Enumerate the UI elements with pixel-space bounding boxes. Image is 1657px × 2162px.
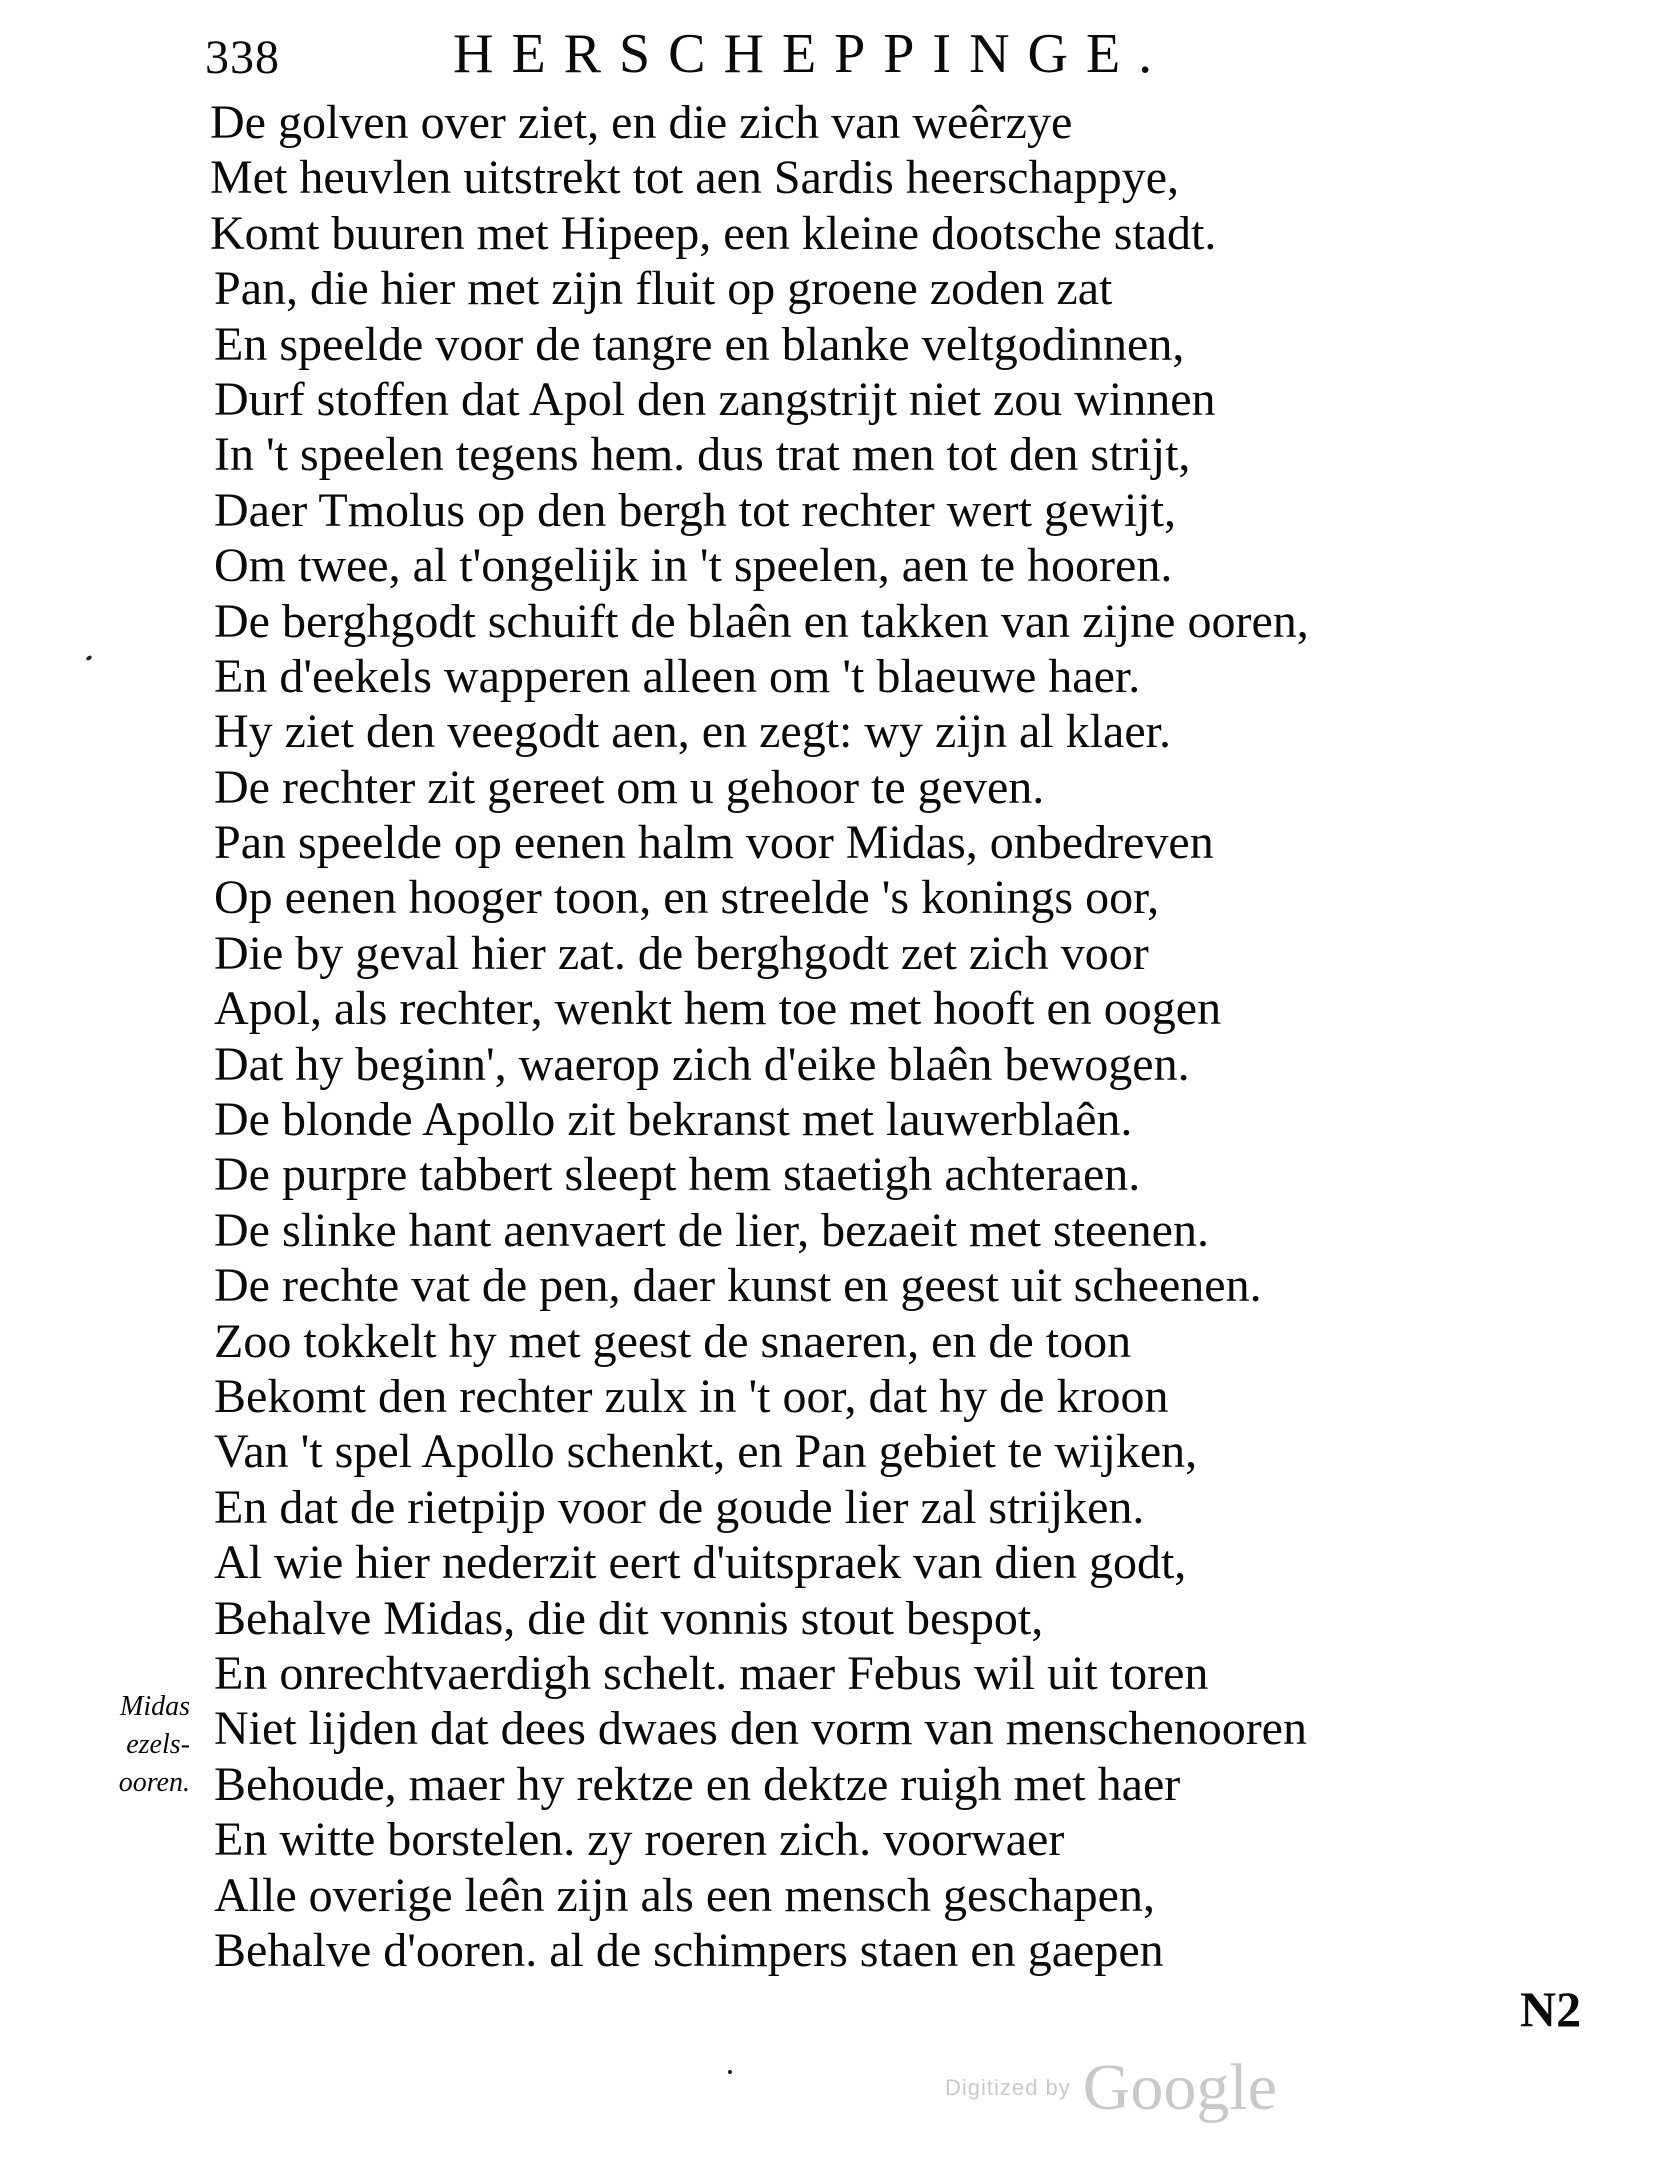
- verse-line: Zoo tokkelt hy met geest de snaeren, en de toon: [214, 1314, 1132, 1368]
- verse-line: Pan, die hier met zijn fluit op groene zoden zat: [214, 262, 1113, 316]
- verse-line: Niet lijden dat dees dwaes den vorm van menschenooren: [214, 1702, 1307, 1756]
- verse-line: En onrechtvaerdigh schelt. maer Febus wil uit toren: [214, 1646, 1209, 1700]
- verse-line: Dat hy beginn', waerop zich d'eike blaên bewogen.: [214, 1037, 1190, 1091]
- verse-line: De rechter zit gereet om u gehoor te geven.: [214, 760, 1045, 814]
- verse-line: De rechte vat de pen, daer kunst en geest uit scheenen.: [214, 1259, 1262, 1313]
- verse-line: Behoude, maer hy rektze en dektze ruigh met haer: [214, 1757, 1181, 1811]
- verse-line: Die by geval hier zat. de berghgodt zet zich voor: [214, 926, 1149, 980]
- verse-line: Komt buuren met Hipeep, een kleine dootsche stadt.: [210, 206, 1217, 260]
- ink-speck: [728, 2070, 732, 2074]
- verse-line: Apol, als rechter, wenkt hem toe met hooft en oogen: [214, 982, 1222, 1036]
- marginal-note: [70, 1688, 190, 1802]
- verse-line: De berghgodt schuift de blaên en takken van zijne ooren,: [214, 594, 1309, 648]
- watermark-brand: Google: [1082, 2051, 1278, 2124]
- verse-line: Met heuvlen uitstrekt tot aen Sardis heerschappye,: [210, 151, 1180, 205]
- verse-line: En d'eekels wapperen alleen om 't blaeuwe haer.: [214, 649, 1141, 703]
- poem-text: [210, 95, 1570, 1978]
- marginal-note-line: ooren.: [118, 1767, 190, 1798]
- page-number: 338: [205, 31, 280, 84]
- verse-line: Pan speelde op eenen halm voor Midas, onbedreven: [214, 816, 1214, 870]
- verse-line: De slinke hant aenvaert de lier, bezaeit met steenen.: [214, 1203, 1209, 1257]
- verse-line: En speelde voor de tangre en blanke veltgodinnen,: [214, 317, 1185, 371]
- verse-line: De purpre tabbert sleept hem staetigh achteraen.: [214, 1148, 1141, 1202]
- verse-line: Durf stoffen dat Apol den zangstrijt niet zou winnen: [214, 372, 1216, 426]
- marginal-note-line: ezels-: [126, 1729, 190, 1760]
- watermark-prefix: Digitized by: [945, 2075, 1071, 2100]
- verse-line: Behalve d'ooren. al de schimpers staen en gaepen: [214, 1923, 1164, 1977]
- verse-line: Om twee, al t'ongelijk in 't speelen, aen te hooren.: [214, 539, 1173, 593]
- verse-line: De blonde Apollo zit bekranst met lauwerblaên.: [214, 1093, 1133, 1147]
- digitization-watermark: [945, 2050, 1277, 2126]
- ink-speck: [85, 655, 92, 662]
- verse-line: En witte borstelen. zy roeren zich. voorwaer: [214, 1813, 1065, 1867]
- verse-line: En dat de rietpijp voor de goude lier zal strijken.: [214, 1480, 1145, 1534]
- verse-line: Van 't spel Apollo schenkt, en Pan gebiet te wijken,: [214, 1425, 1198, 1479]
- verse-line: Behalve Midas, die dit vonnis stout bespot,: [214, 1591, 1044, 1645]
- verse-line: In 't speelen tegens hem. dus trat men tot den strijt,: [214, 428, 1191, 482]
- verse-line: Bekomt den rechter zulx in 't oor, dat hy de kroon: [214, 1369, 1169, 1423]
- page-header: [205, 22, 1325, 92]
- verse-line: De golven over ziet, en die zich van weêrzye: [210, 96, 1073, 149]
- running-title: HERSCHEPPINGE.: [453, 23, 1171, 85]
- marginal-note-line: Midas: [120, 1691, 190, 1722]
- verse-line: Hy ziet den veegodt aen, en zegt: wy zijn al klaer.: [214, 705, 1171, 759]
- verse-line: Alle overige leên zijn als een mensch geschapen,: [214, 1868, 1155, 1922]
- catchword: N2: [1520, 1981, 1582, 2037]
- verse-line: Al wie hier nederzit eert d'uitspraek van dien godt,: [214, 1536, 1187, 1590]
- verse-line: Op eenen hooger toon, en streelde 's konings oor,: [214, 871, 1160, 925]
- verse-line: Daer Tmolus op den bergh tot rechter wert gewijt,: [214, 483, 1176, 537]
